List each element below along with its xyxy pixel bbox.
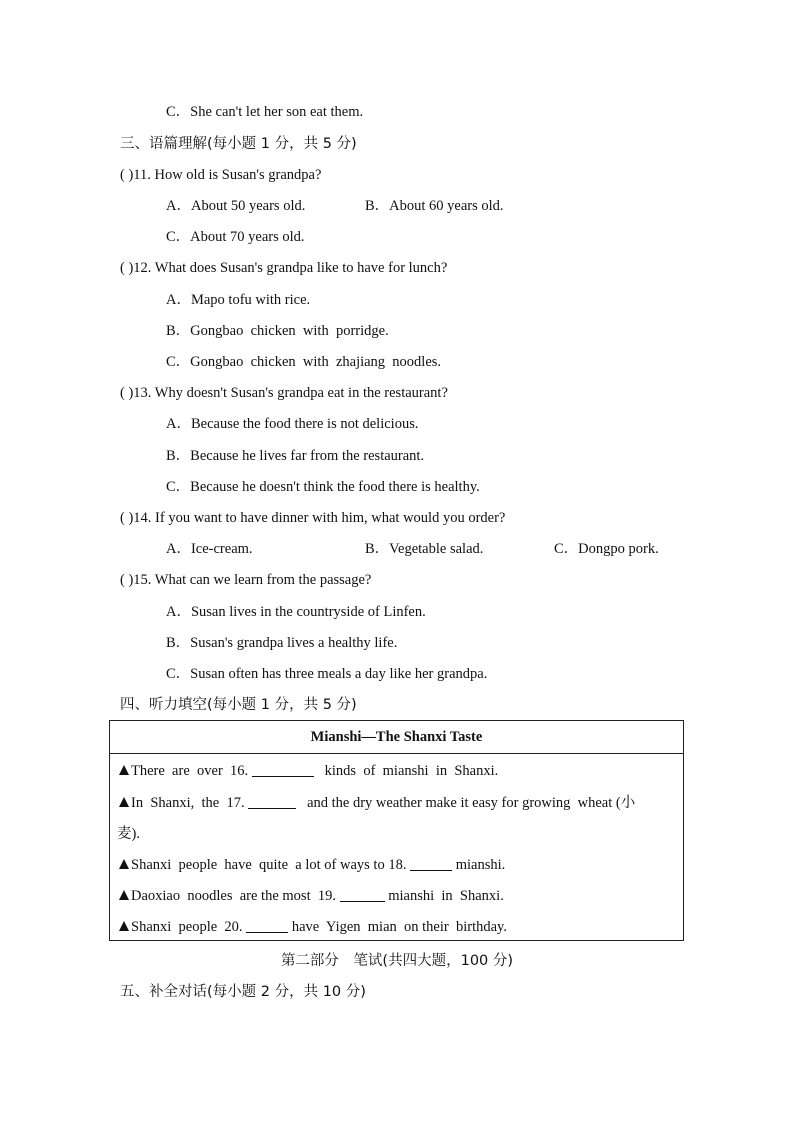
q11-option-a: A．About 50 years old. xyxy=(166,198,306,214)
item-18: Shanxi people have quite a lot of ways to 18. mianshi. xyxy=(119,856,505,874)
answer-blank-19[interactable] xyxy=(340,887,385,902)
section3-heading: 三、语篇理解(每小题 1 分，共 5 分) xyxy=(120,136,357,152)
triangle-bullet-icon xyxy=(119,921,129,931)
q15-stem: ( )15. What can we learn from the passage? xyxy=(120,572,372,588)
item-17-continuation: 麦). xyxy=(117,826,140,842)
answer-blank-18[interactable] xyxy=(410,856,452,871)
q11-option-b: B．About 60 years old. xyxy=(365,198,504,214)
answer-blank-17[interactable] xyxy=(248,794,296,809)
triangle-bullet-icon xyxy=(119,797,129,807)
item-16: There are over 16. kinds of mianshi in Shanxi. xyxy=(119,762,498,780)
q14-option-a: A．Ice-cream. xyxy=(166,541,253,557)
q12-option-c: C．Gongbao chicken with zhajiang noodles. xyxy=(166,354,442,370)
triangle-bullet-icon xyxy=(119,765,129,775)
q15-option-a: A．Susan lives in the countryside of Linfen. xyxy=(166,604,426,620)
section4-heading: 四、听力填空(每小题 1 分，共 5 分) xyxy=(120,697,357,713)
q15-option-c: C．Susan often has three meals a day like her grandpa. xyxy=(166,666,488,682)
answer-blank-16[interactable] xyxy=(252,762,314,777)
q11-stem: ( )11. How old is Susan's grandpa? xyxy=(120,167,322,183)
q14-stem: ( )14. If you want to have dinner with him, what would you order? xyxy=(120,510,506,526)
q15-option-b: B．Susan's grandpa lives a healthy life. xyxy=(166,635,398,651)
q12-option-a: A．Mapo tofu with rice. xyxy=(166,292,311,308)
q10-option-c: C．She can't let her son eat them. xyxy=(166,104,364,120)
triangle-bullet-icon xyxy=(119,890,129,900)
q13-stem: ( )13. Why doesn't Susan's grandpa eat in the restaurant? xyxy=(120,385,448,401)
q12-option-b: B．Gongbao chicken with porridge. xyxy=(166,323,389,339)
triangle-bullet-icon xyxy=(119,859,129,869)
part2-heading: 第二部分 笔试(共四大题，100 分) xyxy=(280,953,514,969)
q14-option-b: B．Vegetable salad. xyxy=(365,541,484,557)
q12-stem: ( )12. What does Susan's grandpa like to have for lunch? xyxy=(120,260,448,276)
answer-blank-20[interactable] xyxy=(246,918,288,933)
item-19: Daoxiao noodles are the most 19. mianshi in Shanxi. xyxy=(119,887,504,905)
q14-option-c: C．Dongpo pork. xyxy=(554,541,659,557)
listening-table xyxy=(109,720,684,941)
q13-option-c: C．Because he doesn't think the food there is healthy. xyxy=(166,479,480,495)
q13-option-a: A．Because the food there is not delicious. xyxy=(166,416,419,432)
item-17: In Shanxi, the 17. and the dry weather make it easy for growing wheat (小 xyxy=(119,794,635,812)
item-20: Shanxi people 20. have Yigen mian on their birthday. xyxy=(119,918,507,936)
q11-option-c: C．About 70 years old. xyxy=(166,229,305,245)
section5-heading: 五、补全对话(每小题 2 分，共 10 分) xyxy=(120,984,366,1000)
q13-option-b: B．Because he lives far from the restaurant. xyxy=(166,448,425,464)
listening-table-title: Mianshi—The Shanxi Taste xyxy=(110,721,683,754)
